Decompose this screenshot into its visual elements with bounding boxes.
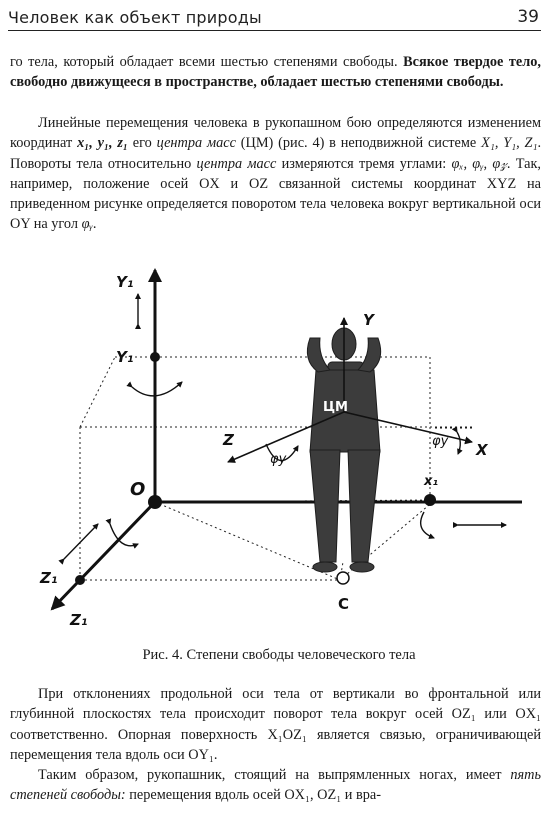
p2-text-g: . [92,216,97,233]
z-translation-arrow [64,524,98,559]
label-phi-y-right: φу [432,434,449,449]
label-z1-axis: Z₁ [70,611,88,629]
p1-text: го тела, который обладает всеми шестью степенями свободы. [10,54,404,70]
p2-center-of-mass-term: центра масс [156,135,236,152]
fixed-axes [52,270,522,609]
origin-point [148,495,162,509]
y1-rotation-arc [132,382,182,396]
p4-text-b: перемещения вдоль осей OX₁, OZ₁ и вра- [125,787,381,804]
dotted-box [80,357,475,580]
x1-rotation-arc [421,512,434,538]
page-number: 39 [517,7,539,27]
label-y-body: Y [363,311,374,329]
figure-caption: Рис. 4. Степени свободы человеческого тела [142,647,416,663]
label-origin: O [130,479,146,500]
label-x-body: X [476,441,488,459]
label-x1-point: x₁ [424,474,439,489]
p2-angle-y: φᵧ [81,216,93,233]
z1-point [75,575,85,585]
p2-fixed-system: X₁, Y₁, Z₁ [481,135,538,152]
paragraph-3: При отклонениях продольной оси тела от вертикали во фронтальной или глубинной плоскостях тела происходит поворот тела вокруг осей OZ₁ или OX₁ соответственно. Опорная поверхность X₁OZ₁ является связью, ограничивающей перемещения тела вдоль оси OY₁. [10,686,541,763]
paragraph-1 [10,52,541,93]
p2-text-d: . Повороты тела относительно [10,135,542,172]
p2-center-of-mass-term-2: центра масс [196,155,277,172]
label-phi-y-left: φу [270,452,287,467]
p2-text-e: измеряются тремя углами: [276,155,452,172]
label-c-point: C [338,595,350,613]
label-y1-axis: Y₁ [116,273,134,291]
running-title: Человек как объект природы [8,8,262,27]
p2-text-f: . Так, например, положение осей OX и OZ связанной системы координат XYZ на приведенном рисунке определяется поворотом тела человека вокруг вертикальной оси OY на угол [10,155,542,233]
paragraph-4 [10,765,541,806]
figure-degrees-of-freedom [40,262,528,634]
p2-angles: φₓ, φᵧ, φ𝓏 [451,155,507,172]
label-z-body: Z [223,431,234,449]
label-center-of-mass: ЦМ [323,400,348,415]
y1-point [150,352,160,362]
p4-five-degrees: пять степеней свободы: [10,767,541,804]
p2-text-c: (ЦМ) (рис. 4) в неподвижной системе [235,135,482,152]
label-y1-point: Y₁ [116,348,134,366]
label-z1-point: Z₁ [40,569,58,587]
figure-drawing [40,262,528,634]
p2-coordinates: x₁, y₁, z₁ [77,135,128,152]
page-header [8,6,541,31]
p2-text-a: Линейные перемещения человека в рукопашном бою определяются изменением координат [10,115,541,152]
p2-text-b: его [127,135,157,152]
p1-bold-text: Всякое твердое тело, свободно движущееся в пространстве, обладает шестью степенями свободы. [10,54,541,91]
x1-point [424,494,436,506]
p4-text-a: Таким образом, рукопашник, стоящий на выпрямленных ногах, имеет [38,767,511,783]
c-point [337,572,349,584]
paragraph-2 [10,113,541,235]
body-x-rotation-arc [457,432,460,454]
